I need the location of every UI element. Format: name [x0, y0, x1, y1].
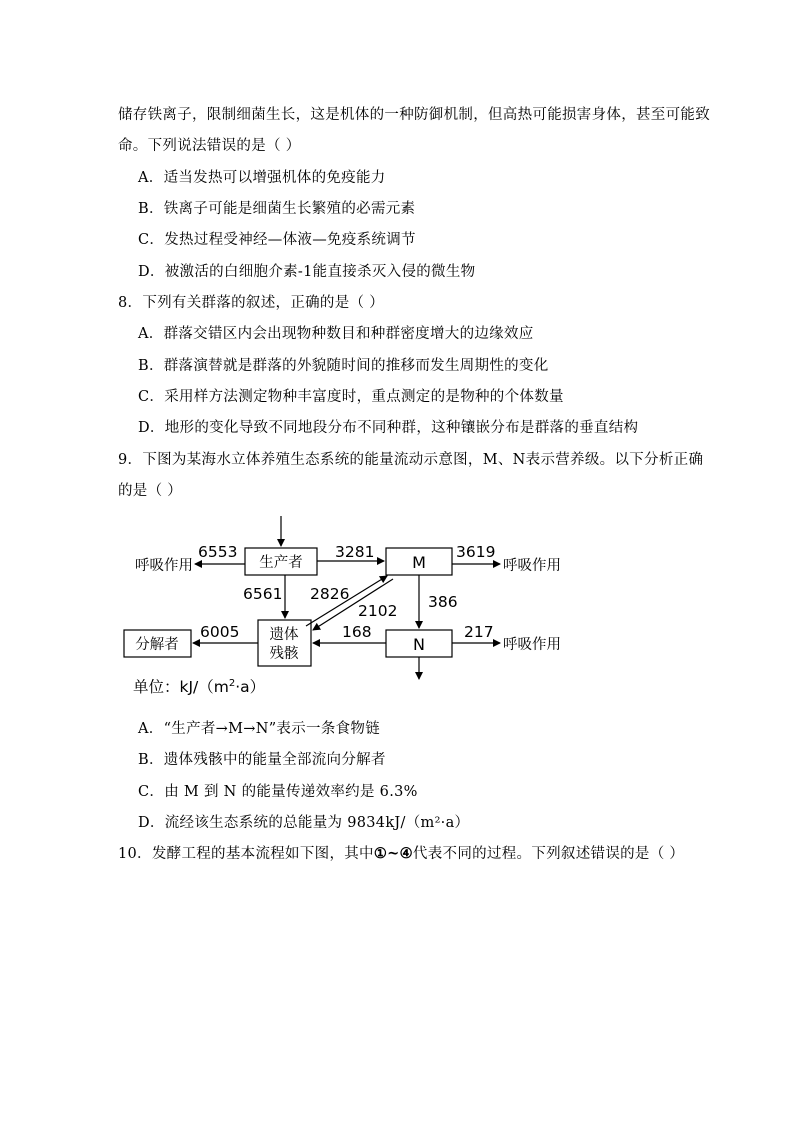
m-label: M	[412, 553, 426, 572]
value-168: 168	[342, 623, 372, 641]
q8-option-a: A．群落交错区内会出现物种数目和种群密度增大的边缘效应	[138, 326, 534, 342]
respiration-label-m: 呼吸作用	[503, 558, 561, 574]
q7-option-d: D．被激活的白细胞介素-1能直接杀灭入侵的微生物	[138, 264, 476, 280]
q10-stem-start: 10．发酵工程的基本流程如下图，其中	[118, 846, 374, 862]
value-3619: 3619	[456, 543, 496, 561]
respiration-label-n: 呼吸作用	[503, 637, 561, 653]
remains-label-2: 残骸	[269, 646, 299, 662]
q8-option-d: D．地形的变化导致不同地段分布不同种群，这种镶嵌分布是群落的垂直结构	[138, 420, 639, 436]
q8-stem: 8．下列有关群落的叙述，正确的是（ ）	[118, 295, 385, 311]
q7-option-a: A．适当发热可以增强机体的免疫能力	[138, 170, 386, 186]
energy-flow-diagram	[0, 505, 794, 705]
value-217: 217	[464, 623, 494, 641]
value-2102: 2102	[358, 602, 398, 620]
q7-option-c: C．发热过程受神经—体液—免疫系统调节	[138, 232, 416, 248]
decomposer-label: 分解者	[135, 637, 179, 653]
q7-stem-line2: 命。下列说法错误的是（ ）	[118, 138, 301, 154]
q8-option-b: B．群落演替就是群落的外貌随时间的推移而发生周期性的变化	[138, 358, 549, 374]
value-6561: 6561	[243, 585, 283, 603]
q9-option-d: D．流经该生态系统的总能量为 9834kJ/（m²·a）	[138, 815, 470, 831]
q9-option-c: C．由 M 到 N 的能量传递效率约是 6.3%	[138, 784, 418, 800]
value-2826: 2826	[310, 585, 350, 603]
q9-stem-line1: 9．下图为某海水立体养殖生态系统的能量流动示意图，M、N表示营养级。以下分析正确	[118, 452, 704, 468]
q9-stem-line2: 的是（ ）	[118, 483, 183, 499]
value-6005: 6005	[200, 623, 240, 641]
respiration-label-left: 呼吸作用	[135, 558, 193, 574]
q9-option-b: B．遗体残骸中的能量全部流向分解者	[138, 752, 386, 768]
n-label: N	[413, 635, 425, 654]
producer-label: 生产者	[259, 555, 303, 571]
value-3281: 3281	[335, 543, 375, 561]
q10-stem	[118, 842, 684, 863]
q9-option-a: A．“生产者→M→N”表示一条食物链	[138, 721, 381, 737]
q10-process-range: ①~④	[373, 845, 413, 862]
q7-option-b: B．铁离子可能是细菌生长繁殖的必需元素	[138, 201, 416, 217]
unit-label: 单位：$kJ/(m^2\cdot a)$	[133, 678, 266, 696]
remains-label-1: 遗体	[269, 627, 299, 643]
q7-stem-line1: 储存铁离子，限制细菌生长，这是机体的一种防御机制，但高热可能损害身体，甚至可能致	[118, 107, 710, 123]
value-6553: 6553	[198, 543, 238, 561]
value-386: 386	[428, 593, 458, 611]
q8-option-c: C．采用样方法测定物种丰富度时，重点测定的是物种的个体数量	[138, 389, 564, 405]
q10-stem-end: 代表不同的过程。下列叙述错误的是（ ）	[412, 846, 685, 862]
